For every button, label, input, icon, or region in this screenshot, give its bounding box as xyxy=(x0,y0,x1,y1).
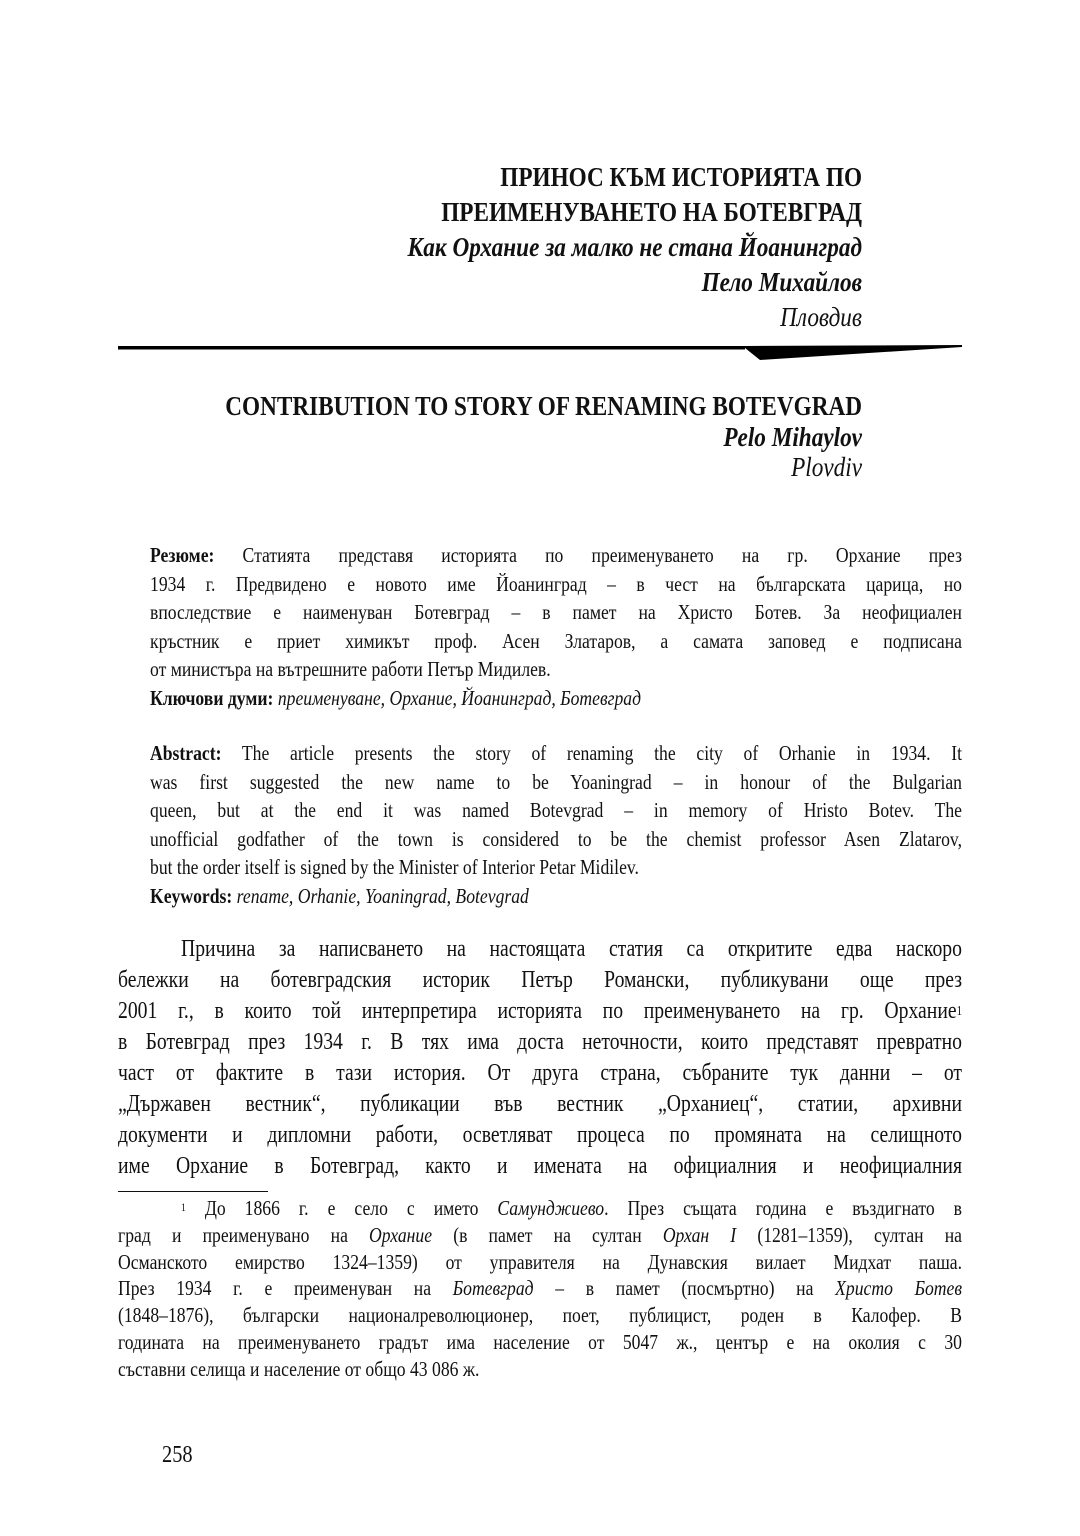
text-line xyxy=(150,796,962,825)
text-segment: Причина за написването на настоящата статия са откритите едва наскоро xyxy=(181,936,962,962)
abstract-english xyxy=(150,739,962,910)
text-line xyxy=(118,1356,962,1383)
text-segment: – в памет (посмъртно) на xyxy=(533,1276,836,1301)
text-line xyxy=(118,1120,962,1151)
english-city: Plovdiv xyxy=(791,452,862,482)
text-line xyxy=(150,739,962,768)
text-line xyxy=(118,1222,962,1249)
summary-bulgarian xyxy=(150,541,962,712)
text-segment: част от фактите в тази история. От друга страна, събраните тук данни – от xyxy=(118,1060,962,1086)
text-line xyxy=(150,853,962,882)
text-segment: През 1934 г. е преименуван на xyxy=(118,1276,453,1301)
text-segment: The article presents the story of renaming the city of Orhanie in 1934. It xyxy=(221,741,962,765)
text-segment: годината на преименуването градът има население от 5047 ж., център е на околия с 30 xyxy=(118,1329,962,1354)
label: Abstract: xyxy=(150,741,222,765)
text-segment: (1848–1876), български националреволюционер, поет, публицист, роден в Калофер. В xyxy=(118,1303,962,1328)
text-line xyxy=(150,684,962,713)
text-segment: впоследствие е наименуван Ботевград – в памет на Христо Ботев. За неофициален xyxy=(150,600,962,624)
english-title: CONTRIBUTION TO STORY OF RENAMING BOTEVGRAD xyxy=(225,391,862,421)
text-segment: unofficial godfather of the town is considered to be the chemist professor Asen Zlatarov, xyxy=(150,826,962,851)
text-segment: До 1866 г. е село с името xyxy=(185,1196,498,1220)
text-segment: (в памет на султан xyxy=(432,1222,663,1247)
text-line xyxy=(150,570,962,599)
text-line xyxy=(118,1329,962,1356)
text-segment: Османското емирство 1324–1359) от управителя на Дунавския вилает Мидхат паша. xyxy=(118,1249,962,1274)
author-name: Пело Михайлов xyxy=(701,267,862,297)
footnote-marker: 1 xyxy=(181,1199,186,1214)
text-line xyxy=(118,1275,962,1302)
text-segment: в Ботевград през 1934 г. В тях има доста неточности, които представят превратно xyxy=(118,1029,962,1055)
text-segment: Статията представя историята по преименуването на гр. Орхание през xyxy=(214,543,962,567)
text-line xyxy=(181,934,962,965)
text-line xyxy=(150,882,962,911)
text-segment: Христо Ботев xyxy=(835,1276,962,1301)
text-segment: от министъра на вътрешните работи Петър Мидилев. xyxy=(150,657,551,681)
english-author: Pelo Mihaylov xyxy=(723,422,862,452)
body-paragraph xyxy=(118,934,962,1182)
text-line xyxy=(150,655,962,684)
decorative-divider xyxy=(0,0,1080,400)
text-segment: преименуване, Орхание, Йоанинград, Ботевград xyxy=(273,685,642,710)
text-line xyxy=(118,1249,962,1276)
text-segment: but the order itself is signed by the Minister of Interior Petar Midilev. xyxy=(150,855,639,879)
text-line xyxy=(118,1027,962,1058)
text-segment: queen, but at the end it was named Botevgrad – in memory of Hristo Botev. The xyxy=(150,798,962,822)
label: Keywords: xyxy=(150,883,233,908)
text-line xyxy=(118,1302,962,1329)
text-segment: Самунджиево xyxy=(497,1196,605,1220)
footnote-separator xyxy=(118,1191,268,1192)
title-line-1: ПРИНОС КЪМ ИСТОРИЯТА ПО xyxy=(500,162,862,192)
text-line xyxy=(118,1151,962,1182)
text-line xyxy=(150,825,962,854)
text-line xyxy=(181,1195,962,1222)
text-line xyxy=(118,965,962,996)
text-segment: документи и дипломни работи, осветляват процеса по промяната на селищното xyxy=(118,1122,962,1148)
text-segment: име Орхание в Ботевград, както и имената на официалния и неофициалния xyxy=(118,1153,962,1179)
text-line xyxy=(150,598,962,627)
author-city: Пловдив xyxy=(780,302,862,332)
text-segment: 2001 г., в които той интерпретира историята по преименуването на гр. Орхание xyxy=(118,998,957,1024)
text-segment: бележки на ботевградския историк Петър Романски, публикувани още през xyxy=(118,967,962,993)
text-line xyxy=(150,541,962,570)
text-segment: кръстник е приет химикът проф. Асен Златаров, а самата заповед е подписана xyxy=(150,628,962,653)
text-segment: 1934 г. Предвидено е новото име Йоанинград – в чест на българската царица, но xyxy=(150,571,962,596)
text-segment: „Държавен вестник“, публикации във вестник „Орханиец“, статии, архивни xyxy=(118,1091,962,1117)
text-line xyxy=(150,627,962,656)
text-segment: Орхан I xyxy=(662,1222,737,1247)
footnote xyxy=(118,1195,962,1383)
subtitle: Как Орхание за малко не стана Йоанинград xyxy=(407,232,862,262)
text-segment: Ботевград xyxy=(452,1276,534,1301)
text-segment: град и преименувано на xyxy=(118,1222,370,1247)
text-line xyxy=(150,768,962,797)
text-line xyxy=(118,1058,962,1089)
text-line xyxy=(118,1089,962,1120)
english-header xyxy=(118,390,862,482)
text-segment: rename, Orhanie, Yoaningrad, Botevgrad xyxy=(232,883,529,908)
text-segment: Орхание xyxy=(369,1222,433,1247)
text-segment: was first suggested the new name to be Yoaningrad – in honour of the Bulgarian xyxy=(150,769,962,794)
page-number: 258 xyxy=(162,1442,193,1468)
text-segment: . През същата година е въздигнато в xyxy=(604,1196,962,1220)
text-line xyxy=(118,996,962,1027)
label: Резюме: xyxy=(150,543,215,567)
text-segment: съставни селища и население от общо 43 086 ж. xyxy=(118,1356,480,1381)
label: Ключови думи: xyxy=(150,685,274,710)
title-line-2: ПРЕИМЕНУВАНЕТО НА БОТЕВГРАД xyxy=(441,197,862,227)
text-segment: (1281–1359), султан на xyxy=(736,1222,962,1247)
footnote-marker: 1 xyxy=(956,1002,962,1018)
